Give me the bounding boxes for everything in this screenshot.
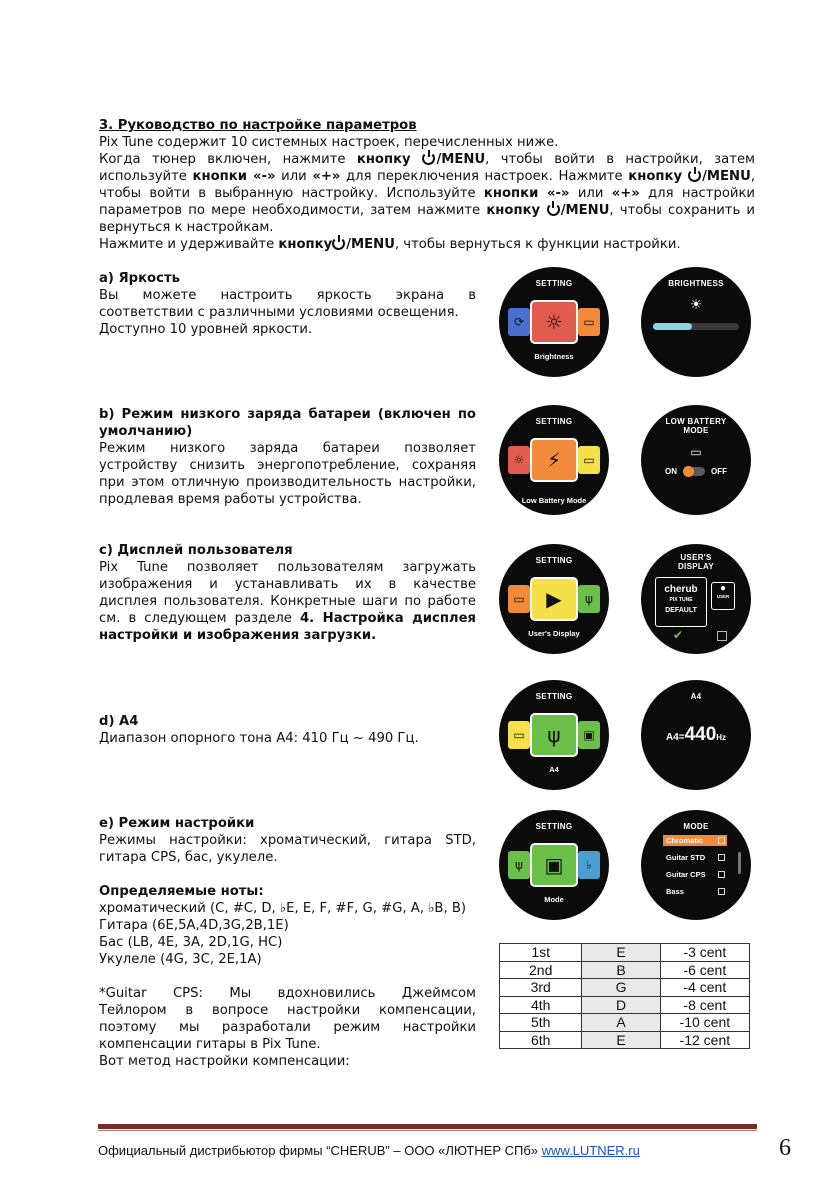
battery-icon: ▭ <box>690 445 702 459</box>
checkbox <box>718 888 725 895</box>
table-cell: A <box>582 1014 660 1032</box>
paragraph-line: Доступно 10 уровней яркости. <box>99 322 313 337</box>
paragraph-line: Pix Tune позволяет пользователям загружать <box>99 560 476 575</box>
paragraph-line: используйте кнопки «-» или «+» для переключения настроек. Нажмите кнопку /MENU, <box>99 169 756 184</box>
page-number: 6 <box>779 1135 791 1161</box>
paragraph-line: хроматический (C, #C, D, ♭E, E, F, #F, G, #G, A, ♭B, B) <box>99 901 467 916</box>
table-row <box>500 996 750 1014</box>
table-cell: 4th <box>500 996 582 1014</box>
subsection-heading: b) Режим низкого заряда батареи (включен по <box>99 407 476 422</box>
table-cell: B <box>582 961 660 979</box>
tuning-fork-icon: ψ <box>530 713 578 757</box>
checkbox <box>718 854 725 861</box>
lowbattery-toggle[interactable] <box>683 467 705 476</box>
notes-heading: Определяемые ноты: <box>99 884 264 899</box>
setting-screen-brightness <box>499 267 609 377</box>
screen-label: User's Display <box>528 629 580 638</box>
screen-title: LOW BATTERY MODE <box>665 417 727 435</box>
logo-subtitle: PIX TUNE <box>669 597 693 603</box>
paragraph-line: параметров по мере необходимости, затем нажмите кнопку /MENU, чтобы сохранить и <box>99 203 755 218</box>
paragraph-line: Тейлором в вопросе настройки компенсации, <box>99 1003 476 1018</box>
off-label: OFF <box>711 467 727 476</box>
user-image-card[interactable] <box>711 582 735 610</box>
tuning-fork-icon: ψ <box>578 585 600 613</box>
brightness-screen <box>641 267 751 377</box>
paragraph-line: Когда тюнер включен, нажмите кнопку /MENU, чтобы войти в настройки, затем <box>99 152 756 167</box>
table-cell: -6 cent <box>660 961 749 979</box>
sun-icon: ☀ <box>689 297 703 313</box>
screen-title: SETTING <box>535 279 573 288</box>
table-row <box>500 961 750 979</box>
subsection-heading: а) Яркость <box>99 271 180 286</box>
table-cell: 1st <box>500 944 582 962</box>
paragraph-line: Вот метод настройки компенсации: <box>99 1054 350 1069</box>
table-row <box>500 944 750 962</box>
toggle-knob <box>683 466 694 477</box>
paragraph-line: поэтому мы разработали режим настройки <box>99 1020 476 1035</box>
screen-title: SETTING <box>535 822 573 831</box>
paragraph-line: при этом отличную производительность настройки, <box>99 475 476 490</box>
paragraph-line: настройки и изображения загрузки. <box>99 628 377 643</box>
tuning-fork-icon: ψ <box>508 851 530 879</box>
paragraph-line: Укулеле (4G, 3C, 2E,1A) <box>99 952 262 967</box>
a4-value: A4=440Hz <box>665 724 727 745</box>
paragraph-line: см. в следующем разделе 4. Настройка дисплея <box>99 611 477 626</box>
table-row <box>500 979 750 997</box>
paragraph-line: вернуться к настройкам. <box>99 220 274 235</box>
default-label: DEFAULT <box>665 607 697 614</box>
paragraph-line: чтобы войти в выбранную настройку. Используйте кнопки «-» или «+» для настройки <box>99 186 756 201</box>
setting-screen-mode <box>499 810 609 920</box>
setting-screen-lowbattery <box>499 405 609 515</box>
setting-screen-userdisplay <box>499 544 609 654</box>
brightness-icon: ☼ <box>508 446 530 474</box>
table-row <box>500 1014 750 1032</box>
table-cell: D <box>582 996 660 1014</box>
screen-label: A4 <box>549 765 559 774</box>
paragraph-line: Гитара (6E,5A,4D,3G,2B,1E) <box>99 918 289 933</box>
brightness-fill <box>653 323 692 330</box>
paragraph-line: продлевая время работы устройства. <box>99 492 362 507</box>
table-cell: E <box>582 1031 660 1049</box>
mode-icon: ▣ <box>530 843 578 887</box>
screen-title: SETTING <box>535 692 573 701</box>
mode-option[interactable]: Chromatic <box>663 835 727 846</box>
unchecked-box[interactable] <box>717 631 727 641</box>
display-icon: ▭ <box>578 446 600 474</box>
power-icon <box>332 237 345 250</box>
mode-option[interactable]: Guitar STD <box>663 852 727 863</box>
screen-label: Brightness <box>534 352 574 361</box>
mode-option[interactable]: Bass <box>663 886 727 897</box>
footer-rule <box>98 1124 757 1129</box>
paragraph-line: Нажмите и удерживайте кнопку /MENU, чтобы вернуться к функции настройки. <box>99 237 681 252</box>
a4-screen <box>641 680 751 790</box>
table-cell: G <box>582 979 660 997</box>
rotate-icon: ⟳ <box>508 308 530 336</box>
mode-option[interactable]: Guitar CPS <box>663 869 727 880</box>
paragraph-line: Режимы настройки: хроматический, гитара STD, <box>99 833 476 848</box>
paragraph-line: гитара CPS, бас, укулеле. <box>99 850 278 865</box>
screen-label: Low Battery Mode <box>521 496 587 505</box>
compensation-table <box>499 943 750 1049</box>
subsection-heading: с) Дисплей пользователя <box>99 543 293 558</box>
power-icon <box>688 169 701 182</box>
paragraph-line: Режим низкого заряда батареи позволяет <box>99 441 476 456</box>
default-image-card[interactable] <box>655 577 707 627</box>
footer-rule-thin <box>98 1130 757 1131</box>
table-cell: 2nd <box>500 961 582 979</box>
battery-icon: ⚡ <box>530 438 578 482</box>
display-icon: ▭ <box>508 721 530 749</box>
footer-text: Официальный дистрибьютор фирмы “CHERUB” – ООО «ЛЮТНЕР СПб» www.LUTNER.ru <box>98 1143 640 1158</box>
table-cell: -10 cent <box>660 1014 749 1032</box>
checkmark-icon: ✔ <box>673 628 684 642</box>
paragraph-line: Диапазон опорного тона A4: 410 Гц ~ 490 Гц. <box>99 731 419 746</box>
brightness-icon: ☼ <box>530 300 578 344</box>
battery-icon: ▭ <box>578 308 600 336</box>
checkbox <box>718 837 725 844</box>
screen-title: SETTING <box>535 417 573 426</box>
table-cell: -12 cent <box>660 1031 749 1049</box>
section-heading: 3. Руководство по настройке параметров <box>99 118 417 133</box>
paragraph-line: Pix Tune содержит 10 системных настроек, перечисленных ниже. <box>99 135 559 150</box>
brightness-slider[interactable] <box>653 323 739 330</box>
battery-icon: ▭ <box>508 585 530 613</box>
user-label: USER <box>716 594 730 599</box>
table-cell: -3 cent <box>660 944 749 962</box>
paragraph-line: *Guitar CPS: Мы вдохновились Джеймсом <box>99 986 476 1001</box>
table-cell: -4 cent <box>660 979 749 997</box>
table-row <box>500 1031 750 1049</box>
userdisplay-screen <box>641 544 751 654</box>
table-cell: 5th <box>500 1014 582 1032</box>
subsection-heading: d) A4 <box>99 714 139 729</box>
paragraph-line: Вы можете настроить яркость экрана в <box>99 288 476 303</box>
checkbox <box>718 871 725 878</box>
note-icon: ♭ <box>578 851 600 879</box>
screen-title: USER'S DISPLAY <box>677 553 715 571</box>
power-icon <box>422 152 435 165</box>
user-icon: ● <box>719 583 727 594</box>
table-cell: -8 cent <box>660 996 749 1014</box>
scrollbar[interactable] <box>738 852 741 874</box>
table-cell: 6th <box>500 1031 582 1049</box>
subsection-heading: е) Режим настройки <box>99 816 255 831</box>
screen-title: MODE <box>683 822 709 831</box>
paragraph-line: соответствии с различными условиями освещения. <box>99 305 459 320</box>
paragraph-line: изображения и устанавливать их в качестве <box>99 577 476 592</box>
cherub-logo: cherub <box>664 584 698 595</box>
setting-screen-a4 <box>499 680 609 790</box>
table-cell: 3rd <box>500 979 582 997</box>
mode-screen <box>641 810 751 920</box>
lowbattery-toggle-row <box>641 467 751 476</box>
paragraph-line: компенсации гитары в Pix Tune. <box>99 1037 321 1052</box>
screen-title: BRIGHTNESS <box>668 279 724 288</box>
lowbattery-screen <box>641 405 751 515</box>
screen-label: Mode <box>544 895 564 904</box>
power-icon <box>547 203 560 216</box>
screen-title: A4 <box>690 692 702 701</box>
mode-icon: ▣ <box>578 721 600 749</box>
lutner-link[interactable]: www.LUTNER.ru <box>541 1143 640 1158</box>
subsection-heading: умолчанию) <box>99 424 193 439</box>
table-cell: E <box>582 944 660 962</box>
paragraph-line: устройству снизить энергопотребление, сохраняя <box>99 458 476 473</box>
display-icon: ▶ <box>530 577 578 621</box>
on-label: ON <box>665 467 677 476</box>
paragraph-line: Бас (LB, 4E, 3A, 2D,1G, HC) <box>99 935 283 950</box>
paragraph-line: дисплея пользователя. Конкретные шаги по работе <box>99 594 476 609</box>
screen-title: SETTING <box>535 556 573 565</box>
